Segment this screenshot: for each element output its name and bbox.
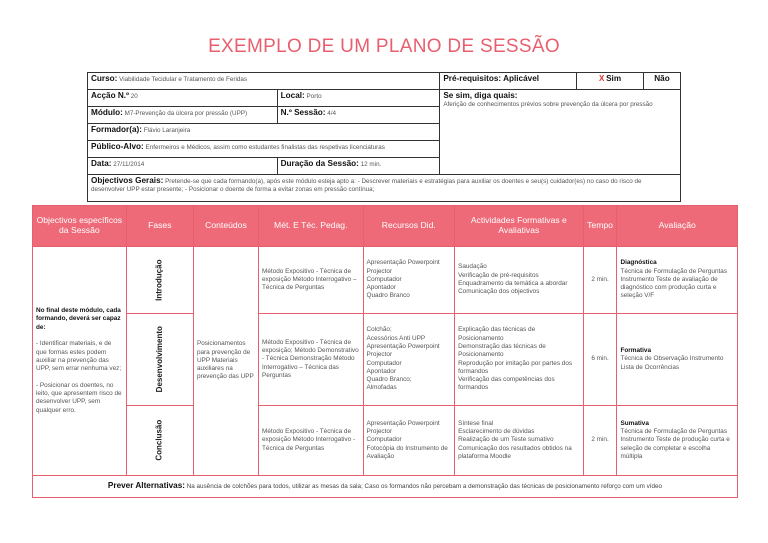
metodos-cell: Método Expositivo - Técnica de exposição Método Interrogativo - Técnica de Perguntas: [259, 406, 364, 476]
sesim-cell: Se sim, diga quais: Aferição de conhecimentos prévios sobre prevenção da úlcera por pressão: [440, 90, 681, 175]
col-metodos: Mét. E Téc. Pedag.: [259, 206, 364, 247]
tempo-cell: 2 min.: [583, 247, 617, 314]
metodos-cell: Método Expositivo - Técnica de exposição; Método Demonstrativo - Técnica Demonstração Método Interrogativo – Técnica das Perguntas: [259, 314, 364, 406]
formador-cell: Formador(a): Flávio Laranjeira: [88, 124, 440, 141]
modulo-cell: Módulo: M7-Prevenção da úlcera por pressão (UPP): [88, 107, 278, 124]
page-title: EXEMPLO DE UM PLANO DE SESSÃO: [208, 36, 560, 57]
data-cell: Data: 27/11/2014: [88, 158, 278, 175]
col-actividades: Actividades Formativas e Avaliativas: [455, 206, 584, 247]
prever-alternativas-row: [33, 476, 738, 498]
col-avaliacao: Avaliação: [617, 206, 738, 247]
col-recursos: Recursos Did.: [363, 206, 455, 247]
nao-cell: Não: [644, 73, 681, 90]
conteudos-cell: Posicionamentos para prevenção de UPP Materiais auxiliares na prevenção das UPP: [193, 247, 258, 476]
objectivos-gerais-cell: Objectivos Gerais: Pretende-se que cada formando(a), após este módulo esteja apto a: - Descrever materiais e estratégias para auxiliar os doentes e seu(s) cuidador(es) no caso do risco de desenvolver UPP estar presente; - Posicionar o doente de forma a evitar zonas em pressão contínua;: [88, 175, 681, 202]
local-cell: Local: Porto: [277, 90, 440, 107]
fase-conclusao: Conclusão: [126, 406, 193, 476]
session-header-table: [87, 72, 681, 202]
curso-cell: Curso: Viabilidade Tecidular e Tratamento de Feridas: [88, 73, 440, 90]
tempo-cell: 2 min.: [583, 406, 617, 476]
table-row: [33, 314, 738, 406]
col-objectivos: Objectivos específicos da Sessão: [33, 206, 127, 247]
tempo-cell: 6 min.: [583, 314, 617, 406]
duracao-cell: Duração da Sessão: 12 min.: [277, 158, 440, 175]
metodos-cell: Método Expositivo - Técnica de exposição Método Interrogativo – Técnica de Perguntas: [259, 247, 364, 314]
avaliacao-cell: Sumativa Técnica de Formulação de Perguntas Instrumento Teste de produção curta e seleção de completar e escolha múltipla: [617, 406, 738, 476]
avaliacao-cell: Diagnóstica Técnica de Formulação de Perguntas Instrumento Teste de avaliação de diagnóstico com produção curta e seleção V/F: [617, 247, 738, 314]
accao-cell: Acção N.º 20: [88, 90, 278, 107]
recursos-cell: Apresentação Powerpoint Projector Computador Fotocópia do Instrumento de Avaliação: [363, 406, 455, 476]
table-row: [33, 247, 738, 314]
recursos-cell: Apresentação Powerpoint Projector Computador Apontador Quadro Branco: [363, 247, 455, 314]
publico-cell: Público-Alvo: Enfermeiros e Médicos, assim como estudantes finalistas das respetivas licenciaturas: [88, 141, 440, 158]
objectivos-especificos-cell: No final deste módulo, cada formando, deverá ser capaz de: - Identificar materiais, e de que formas estes podem auxiliar na prevenção das UPP, sem errar nenhuma vez; - Posicionar os doentes, no leito, que apresentem risco de desenvolver UPP, sem qualquer erro.: [33, 247, 127, 476]
col-conteudos: Conteúdos: [193, 206, 258, 247]
fase-desenvolvimento: Desenvolvimento: [126, 314, 193, 406]
sessao-cell: N.º Sessão: 4/4: [277, 107, 440, 124]
sim-cell: X Sim: [577, 73, 644, 90]
actividades-cell: Explicação das técnicas de Posicionamento Demonstração das técnicas de Posicionamento Reprodução por imitação por partes dos formandos Verificação das competências dos formandos: [455, 314, 584, 406]
prereq-cell: Pré-requisitos: Aplicável: [440, 73, 577, 90]
table-row: [33, 406, 738, 476]
prever-alternativas-cell: Prever Alternativas: Na ausência de colchões para todos, utilizar as mesas da sala; Caso os formandos não percebam a demonstração das técnicas de posicionamento reforço com um vídeo: [33, 476, 738, 498]
actividades-cell: Síntese final Esclarecimento de dúvidas Realização de um Teste sumativo Comunicação dos resultados obtidos na plataforma Moodle: [455, 406, 584, 476]
col-fases: Fases: [126, 206, 193, 247]
col-tempo: Tempo: [583, 206, 617, 247]
table-header-row: [33, 206, 738, 247]
recursos-cell: Colchão; Acessórios Anti UPP Apresentação Powerpoint Projector Computador Apontador Quadro Branco; Almofadas: [363, 314, 455, 406]
fase-introducao: Introdução: [126, 247, 193, 314]
session-plan-table: [32, 205, 738, 498]
avaliacao-cell: Formativa Técnica de Observação Instrumento Lista de Ocorrências: [617, 314, 738, 406]
actividades-cell: Saudação Verificação de pré-requisitos Enquadramento da temática a abordar Comunicação dos objectivos: [455, 247, 584, 314]
